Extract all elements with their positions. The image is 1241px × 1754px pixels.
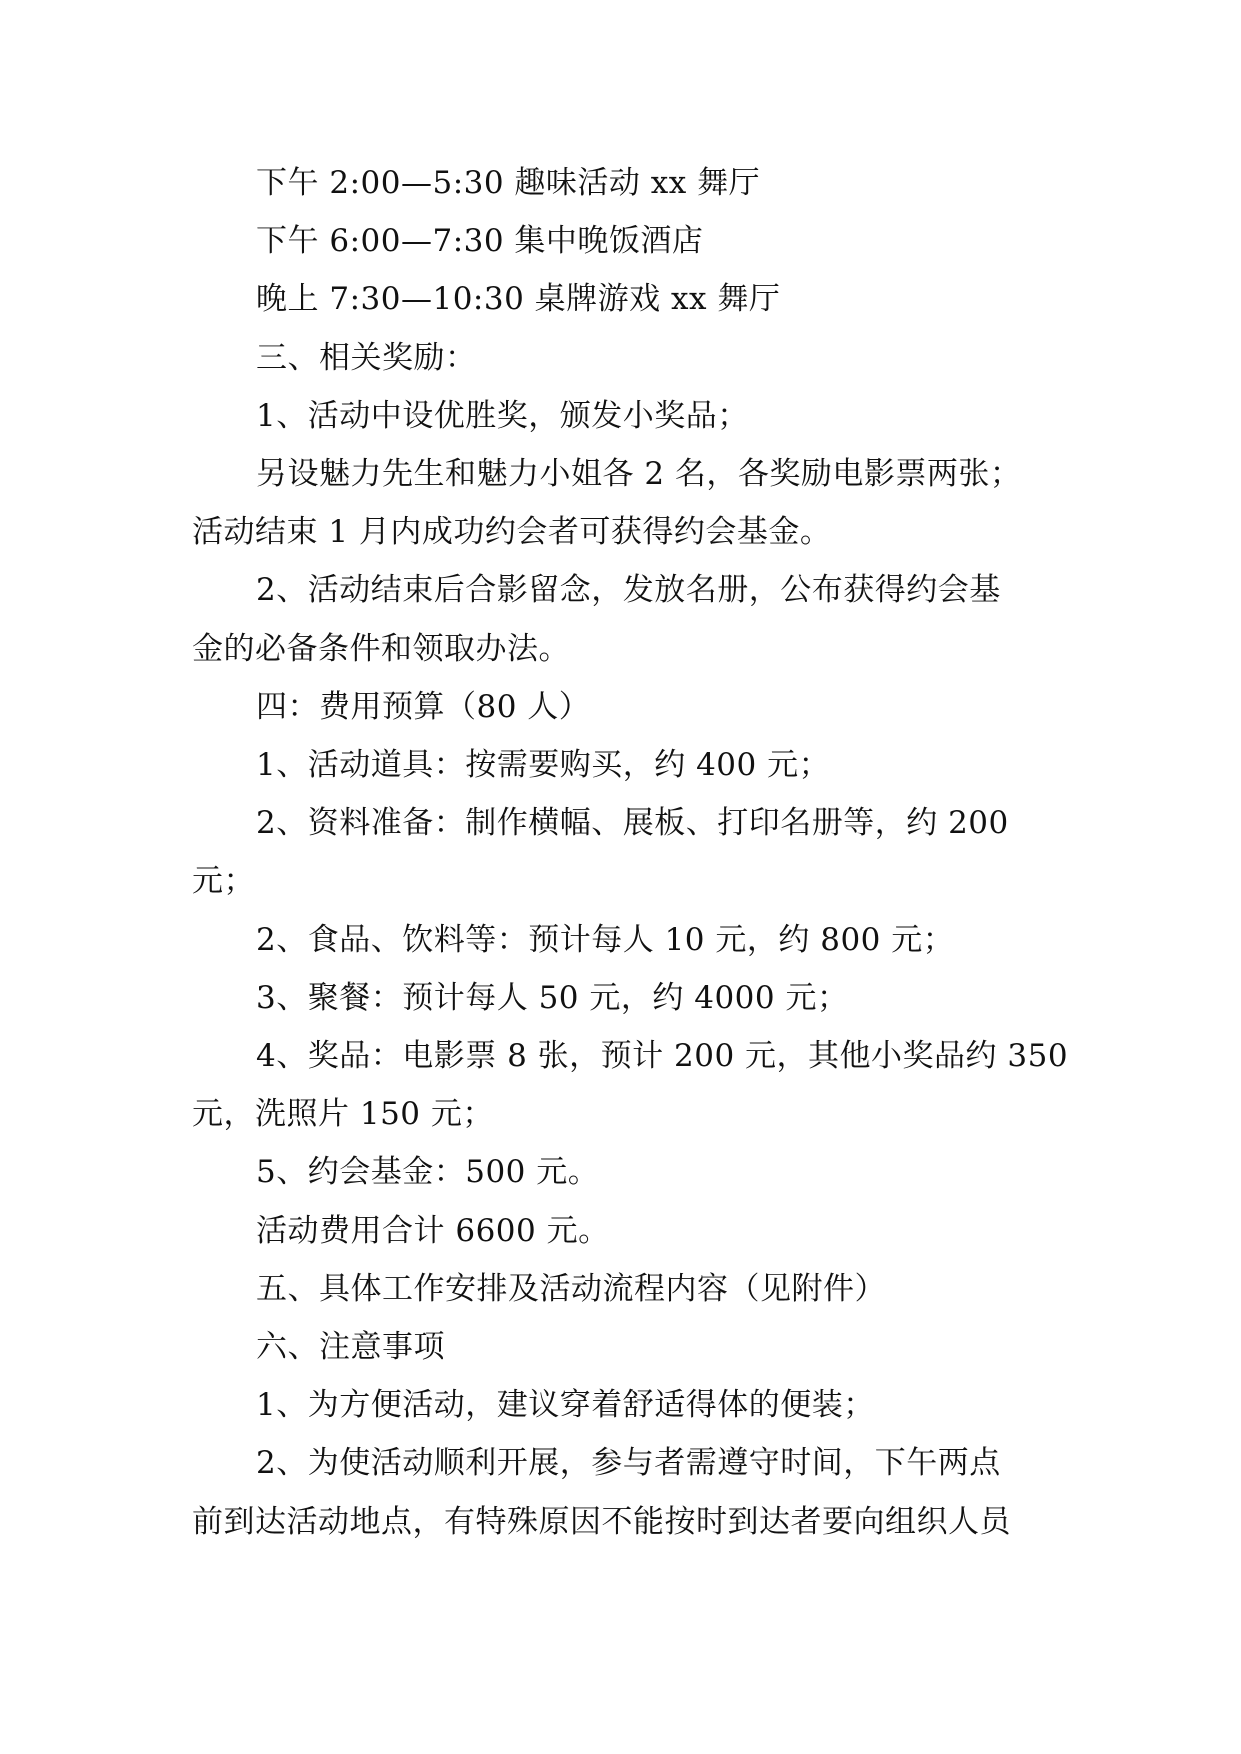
text-line: 四：费用预算（80 人） [256, 688, 591, 725]
text-line: 五、具体工作安排及活动流程内容（见附件） [256, 1270, 886, 1307]
text-line: 另设魅力先生和魅力小姐各 2 名，各奖励电影票两张； [256, 456, 1022, 493]
text-line: 六、注意事项 [256, 1329, 445, 1366]
text-line: 活动结束 1 月内成功约会者可获得约会基金。 [192, 514, 832, 551]
text-line: 5、约会基金：500 元。 [256, 1154, 600, 1191]
text-line: 2、资料准备：制作横幅、展板、打印名册等，约 200 [256, 805, 1009, 842]
text-line: 3、聚餐：预计每人 50 元，约 4000 元； [256, 979, 849, 1016]
text-line: 下午 6:00—7:30 集中晚饭酒店 [256, 223, 704, 260]
text-line: 4、奖品：电影票 8 张，预计 200 元，其他小奖品约 350 [256, 1038, 1069, 1075]
text-line: 下午 2:00—5:30 趣味活动 xx 舞厅 [256, 165, 761, 201]
text-line: 2、活动结束后合影留念，发放名册，公布获得约会基 [256, 572, 1001, 609]
text-line: 1、为方便活动，建议穿着舒适得体的便装； [256, 1387, 875, 1424]
text-line: 元； [192, 863, 255, 900]
text-line: 金的必备条件和领取办法。 [192, 630, 570, 667]
text-line: 晚上 7:30—10:30 桌牌游戏 xx 舞厅 [256, 281, 781, 318]
text-line: 前到达活动地点，有特殊原因不能按时到达者要向组织人员 [192, 1503, 1011, 1540]
text-line: 活动费用合计 6600 元。 [256, 1212, 610, 1249]
document-body [192, 154, 1069, 1551]
text-line: 1、活动道具：按需要购买，约 400 元； [256, 747, 831, 784]
text-line: 1、活动中设优胜奖，颁发小奖品； [256, 397, 749, 434]
text-line: 元，洗照片 150 元； [192, 1096, 494, 1133]
text-line: 2、为使活动顺利开展，参与者需遵守时间，下午两点 [256, 1445, 1001, 1482]
text-line: 三、相关奖励： [256, 339, 477, 376]
text-line: 2、食品、饮料等：预计每人 10 元，约 800 元； [256, 921, 955, 958]
